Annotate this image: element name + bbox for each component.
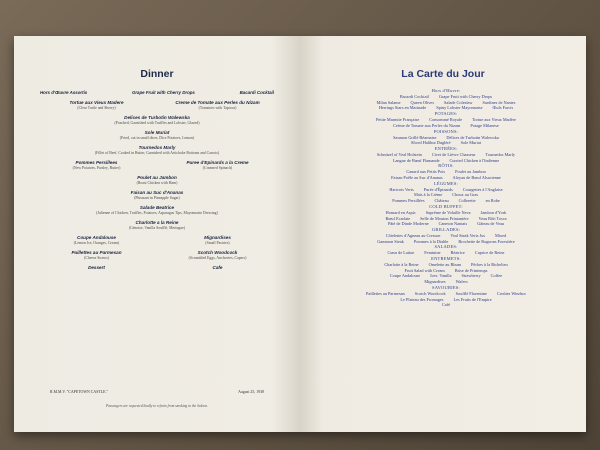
carte-dish: Haricots Verts bbox=[389, 186, 414, 192]
carte-dish: Curried Chicken à l'Indienne bbox=[449, 157, 500, 163]
carte-dish: Délices de Turbotin Walewska bbox=[446, 134, 499, 140]
carte-section-heading: SALADES: bbox=[434, 244, 458, 250]
carte-title: La Carte du Jour bbox=[401, 68, 485, 80]
course-name: Dessert bbox=[88, 265, 105, 270]
carte-dish: Consommé Royale bbox=[429, 117, 463, 123]
course-row bbox=[36, 160, 278, 170]
carte-dish: Wafers bbox=[455, 279, 468, 285]
carte-dish: Civet de Lièvre Chasseur bbox=[431, 151, 476, 157]
carte-dish: Faisan Poêle au Suc d'Ananas bbox=[391, 175, 443, 181]
course-row bbox=[36, 235, 278, 245]
carte-dish: Les Fruits de l'Empire bbox=[453, 296, 492, 302]
carte-dish: Scotch Woodcock bbox=[414, 290, 446, 296]
course-name: Puree d'Epinards a la Creme bbox=[186, 160, 249, 165]
course-desc: (Julienne of Chicken, Truffles, Potatoes, Asparagus Tips, Mayonnaise Dressing) bbox=[96, 211, 218, 215]
carte-dish: Château bbox=[434, 198, 449, 204]
carte-dish: Spiny Lobster Mayonnaise bbox=[436, 105, 483, 111]
carte-section-heading: Hors d'Œuvre: bbox=[431, 88, 461, 93]
carte-dish: Purée d'Épinards bbox=[423, 186, 453, 192]
carte-dish: Canard aux Petits Pois bbox=[406, 169, 446, 175]
course-name: Coupe Andalouse bbox=[77, 235, 116, 240]
carte-dish: Salade Coleslaw bbox=[444, 99, 473, 105]
carte-section-heading: POTAGES: bbox=[434, 111, 458, 117]
course-desc: (Cheese Straws) bbox=[84, 256, 109, 260]
carte-dish: Collerette bbox=[458, 198, 476, 204]
course-name: Tournedos Marly bbox=[138, 145, 176, 150]
starter-item: Bacardi Cocktail bbox=[239, 90, 274, 95]
course-item bbox=[36, 190, 278, 200]
course-name: Creme de Tomate aux Perles du Nizam bbox=[175, 100, 260, 105]
carte-dish: Bœuf Ecarlate bbox=[385, 215, 411, 221]
course-desc: (Poached, Garnished with Truffles and Lobster, Glazed) bbox=[114, 121, 200, 125]
course-name: Mignardises bbox=[204, 235, 231, 240]
ship-name: R.M.M.V. "CAPETOWN CASTLE." bbox=[50, 390, 109, 394]
carte-dish: Cœur de Laitue bbox=[387, 250, 415, 256]
carte-dish: Omelette au Rhum bbox=[428, 262, 462, 268]
course-name: Pommes Persillees bbox=[75, 160, 118, 165]
smoking-note: Passengers are requested kindly to refrain from smoking in the Saloon. bbox=[106, 404, 208, 408]
carte-dish: Le Plateau des Fromages bbox=[400, 296, 444, 302]
carte-dish: Côtelettes d'Agneau au Cresson bbox=[385, 232, 441, 238]
course-desc: (Lemon Ice, Oranges, Cream) bbox=[73, 241, 120, 245]
carte-dish: Sliced Halibut Dugléré bbox=[410, 140, 451, 146]
carte-dish: Jambon d'York bbox=[480, 209, 507, 215]
carte-line bbox=[324, 302, 568, 308]
starter-item: Hors d'Œuvre Assortis bbox=[40, 90, 88, 95]
carte-dish: Croûtes Windsor bbox=[496, 290, 526, 296]
course-name: Poulet au Jambon bbox=[137, 175, 177, 180]
carte-dish: Coffee bbox=[490, 273, 503, 279]
course-item bbox=[36, 115, 278, 125]
carte-dish: Poulet au Jambon bbox=[455, 169, 486, 175]
carte-dish: Maïs à la Crème bbox=[413, 192, 443, 198]
carte-section-heading: POISSONS: bbox=[433, 128, 459, 134]
course-name: Sole Muriat bbox=[144, 130, 170, 135]
carte-dish: Aloyau de Bœuf Alsacienne bbox=[452, 175, 501, 181]
course-desc: (Clear Turtle and Sherry) bbox=[77, 106, 116, 110]
carte-dish: Gâteau de Veau bbox=[477, 221, 505, 227]
carte-dish: Tortue aux Vieux Madère bbox=[472, 117, 516, 123]
carte-dish: Pâté de Dinde Moderne bbox=[387, 221, 429, 227]
course-desc: (New Potatoes, Parsley, Butter) bbox=[72, 166, 121, 170]
course-name: Paillettes au Parmesan bbox=[71, 250, 122, 255]
carte-section-heading: LÉGUMES: bbox=[433, 180, 459, 186]
dinner-course-list bbox=[36, 90, 278, 275]
carte-dish: Sole Muriat bbox=[460, 140, 482, 146]
carte-dish: Milan Salame bbox=[376, 99, 401, 105]
carte-section-heading: COLD BUFFET: bbox=[429, 203, 463, 209]
carte-dish: Courgettes à l'Anglaise bbox=[462, 186, 503, 192]
carte-dish: Homard en Aspic bbox=[385, 209, 416, 215]
course-row bbox=[36, 250, 278, 260]
carte-dish: Herrings Stars en Marinade bbox=[378, 105, 427, 111]
course-name: Faisan au Suc d'Ananas bbox=[130, 190, 184, 195]
course-desc: (Génoise, Vanilla Soufflé, Meringue) bbox=[128, 226, 186, 230]
carte-dish: Selle de Mouton Printanière bbox=[420, 215, 469, 221]
ship-footer bbox=[50, 390, 264, 394]
carte-page bbox=[300, 36, 586, 432]
course-name: Cafe bbox=[212, 265, 223, 270]
carte-dish: Mixed bbox=[495, 232, 507, 238]
course-row bbox=[36, 265, 278, 270]
carte-dish: Potage Milanese bbox=[470, 122, 499, 128]
course-name: Delices de Turbotin Walewska bbox=[124, 115, 190, 120]
carte-dish: Feminine bbox=[424, 250, 441, 256]
carte-dish: en Robe bbox=[485, 198, 500, 204]
carte-dish: Fruit Salad with Cream bbox=[404, 267, 445, 273]
carte-dish: Œufs Farcis bbox=[492, 105, 514, 111]
carte-dish: Café bbox=[441, 302, 451, 308]
carte-dish: Schnitzel of Veal Holstein bbox=[376, 151, 422, 157]
carte-dish: Pommes Persillées bbox=[392, 198, 425, 204]
carte-section-heading: ENTREMETS: bbox=[431, 256, 461, 262]
course-name: Scotch Woodcock bbox=[197, 250, 238, 255]
course-row bbox=[36, 100, 278, 110]
course-item bbox=[36, 130, 278, 140]
carte-section-heading: RÔTIS: bbox=[438, 163, 454, 169]
carte-dish: Paillettes au Parmesan bbox=[366, 290, 405, 296]
carte-dish: Choux au Gras bbox=[452, 192, 479, 198]
course-desc: (Roast Chicken with Ham) bbox=[136, 181, 178, 185]
carte-dish: Saumon Grillé Béarnaise bbox=[393, 134, 437, 140]
course-item bbox=[36, 175, 278, 185]
course-desc: (Creamed Spinach) bbox=[202, 166, 233, 170]
carte-dish: Pêches à la Richelieu bbox=[471, 262, 508, 268]
carte-dish: Gammon Steak bbox=[377, 238, 404, 244]
carte-dish: Langue de Bœuf Flamande bbox=[392, 157, 440, 163]
carte-dish: Sardines de Nantes bbox=[482, 99, 516, 105]
carte-dish: Ices: Vanilla bbox=[430, 273, 452, 279]
carte-dish: Caprice de Reine bbox=[474, 250, 505, 256]
course-name: Charlotte a la Reine bbox=[135, 220, 179, 225]
course-desc: (Scrambled Eggs, Anchovies, Capers) bbox=[188, 256, 247, 260]
carte-dish: Bacardi Cocktail bbox=[399, 94, 429, 99]
course-desc: (Fillet of Beef, Cooked in Butter, Garnished with Artichoke Bottoms and Carrots) bbox=[94, 151, 220, 155]
carte-dish: Crème de Tomate aux Perles du Nizam bbox=[393, 122, 461, 128]
carte-dish: Brochette de Rognons Forestière bbox=[458, 238, 515, 244]
carte-dish: Mignardises bbox=[424, 279, 446, 285]
course-item bbox=[36, 145, 278, 155]
dinner-page bbox=[14, 36, 300, 432]
carte-dish: Brise de Printemps bbox=[454, 267, 488, 273]
carte-dish: Tournedos Marly bbox=[485, 151, 516, 157]
course-desc: (Pheasant in Pineapple Sugar) bbox=[134, 196, 180, 200]
carte-dish: Veal Steak Verts Jus bbox=[450, 232, 486, 238]
carte-dish: Veau Rôti Tosca bbox=[478, 215, 507, 221]
menu-booklet bbox=[14, 36, 586, 432]
starters-row bbox=[36, 90, 278, 95]
carte-dish: Charlotte à la Reine bbox=[384, 262, 419, 268]
carte-dish: Caneton Nantais bbox=[438, 221, 468, 227]
course-desc: (Tomatoes with Tapioca) bbox=[198, 106, 237, 110]
starter-item: Grape Fruit with Cherry Drops bbox=[131, 90, 195, 95]
course-name: Salade Beatrice bbox=[139, 205, 175, 210]
course-item bbox=[36, 205, 278, 215]
carte-dish: Petite Marmite Française bbox=[376, 117, 420, 123]
course-name: Tortue aux Vieux Madere bbox=[69, 100, 124, 105]
carte-dish: Grape Fruit with Cherry Drops bbox=[438, 94, 493, 99]
carte-dish: Béatrice bbox=[450, 250, 465, 256]
carte-dish: Coupe Andalouse bbox=[389, 273, 421, 279]
carte-dish: Strawberry bbox=[461, 273, 481, 279]
carte-section-heading: ENTRÉES: bbox=[434, 145, 458, 151]
dinner-title: Dinner bbox=[140, 68, 174, 80]
course-desc: (Fried, cut in small dices, Dice Potatoes, Lemon) bbox=[119, 136, 195, 140]
carte-dish: Soufflé Florentine bbox=[455, 290, 487, 296]
course-desc: (Small Pastries) bbox=[205, 241, 230, 245]
carte-section-heading: GRILLADES: bbox=[431, 226, 461, 232]
menu-date: August 25, 1938 bbox=[238, 390, 264, 394]
carte-dish: Suprême de Volaille Neva bbox=[425, 209, 471, 215]
carte-dish: Pommes à la Diable bbox=[413, 238, 449, 244]
carte-section-heading: SAVOURIES: bbox=[432, 284, 460, 290]
carte-body bbox=[324, 88, 568, 308]
course-item bbox=[36, 220, 278, 230]
carte-dish: Queen Olives bbox=[410, 99, 435, 105]
